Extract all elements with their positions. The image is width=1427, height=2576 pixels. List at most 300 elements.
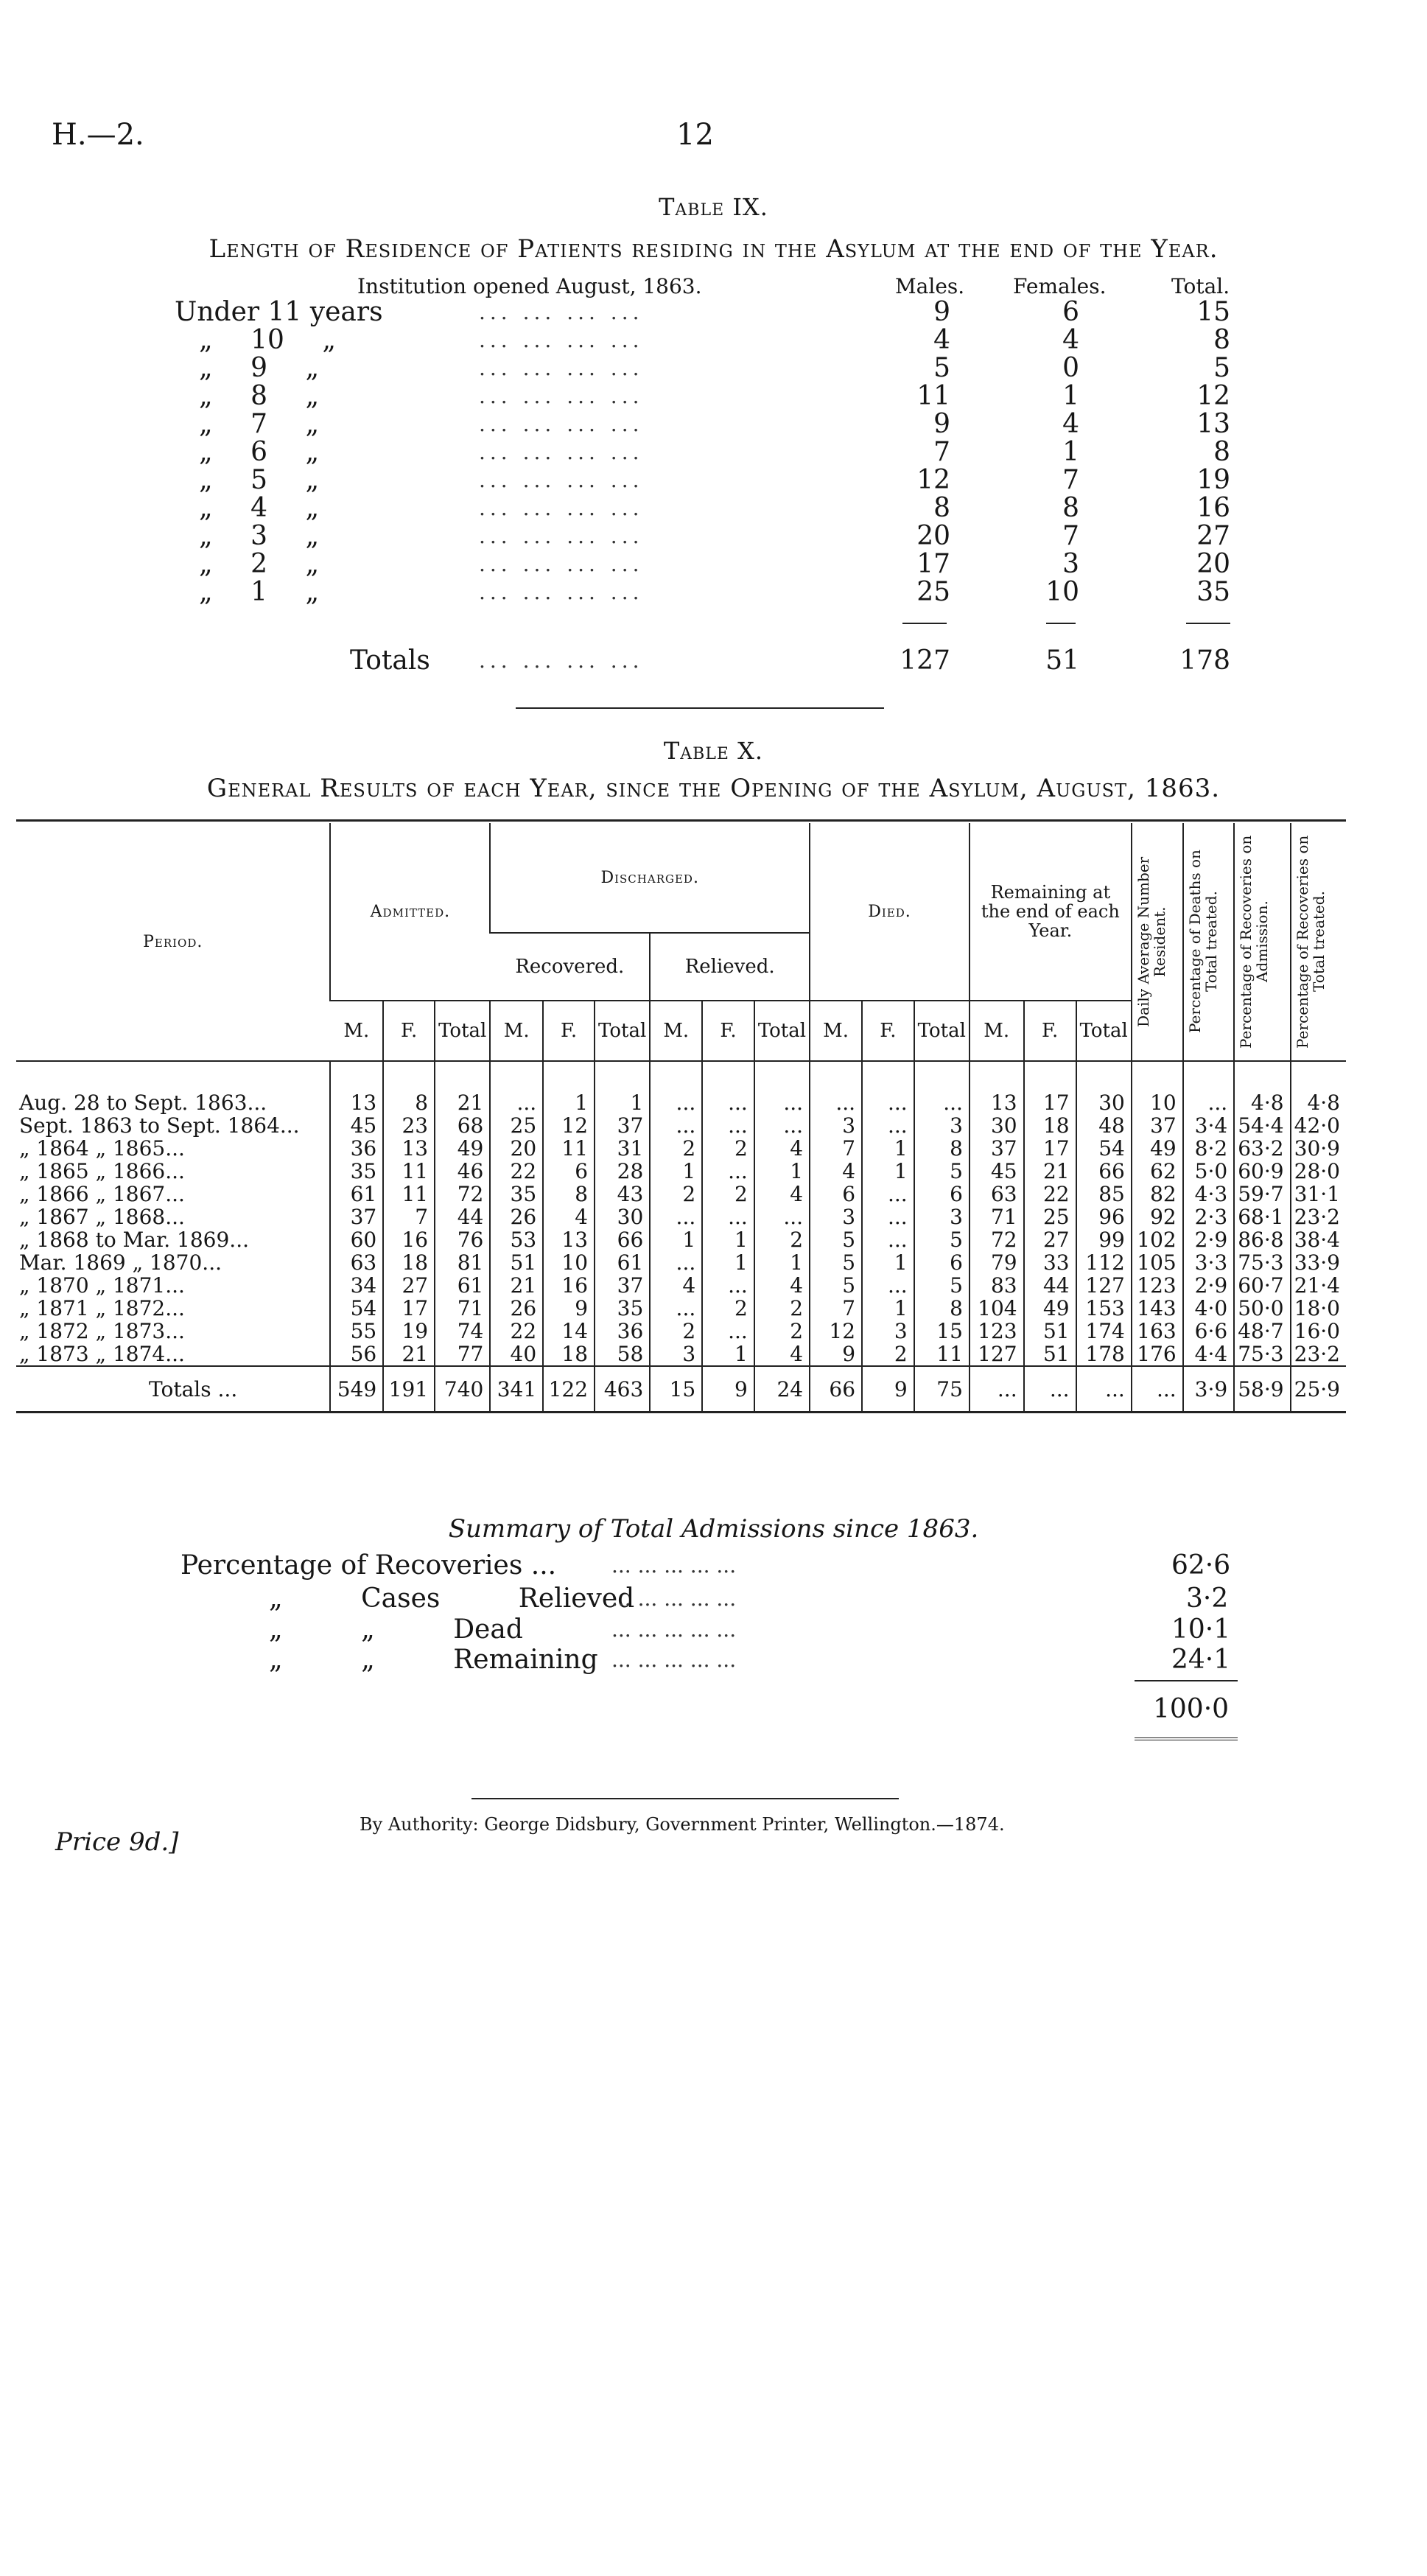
relieved-header: Relieved.: [650, 933, 810, 1001]
summary-leader: ... ... ... ... ...: [611, 1617, 737, 1642]
value-cell: 28·0: [1291, 1160, 1346, 1183]
table-row: [0, 354, 1427, 382]
rel-total-header: Total: [754, 1001, 810, 1061]
value-cell: ...: [650, 1205, 702, 1228]
value-cell: 37: [330, 1205, 383, 1228]
remaining-header: Remaining at the end of each Year.: [970, 823, 1132, 1001]
table-row: [16, 1251, 1346, 1274]
value-cell: 2: [754, 1297, 810, 1320]
value-cell: ...: [702, 1114, 754, 1137]
table-row: [0, 522, 1427, 550]
section-divider: [516, 707, 884, 709]
value-cell: ...: [1024, 1366, 1076, 1413]
value-cell: 63: [970, 1183, 1024, 1205]
value-cell: 30: [595, 1205, 650, 1228]
pct-recoveries-total-header: [1291, 823, 1346, 1061]
value-cell: 31·1: [1291, 1183, 1346, 1205]
table-row: [0, 494, 1427, 522]
table-row: [16, 1091, 1346, 1114]
value-cell: 30·9: [1291, 1137, 1346, 1160]
value-cell: 13: [383, 1137, 435, 1160]
sum-rule: [902, 623, 947, 624]
value-cell: 1: [650, 1160, 702, 1183]
value-cell: ...: [862, 1205, 914, 1228]
table-row: [16, 1114, 1346, 1137]
total-value: 13: [1196, 409, 1230, 439]
value-cell: 4·8: [1234, 1091, 1290, 1114]
daily-average-label: Daily Average Number Resident.: [1134, 856, 1168, 1027]
value-cell: 25·9: [1291, 1366, 1346, 1413]
value-cell: 35: [490, 1183, 543, 1205]
total-value: 16: [1196, 493, 1230, 523]
females-total: 51: [1045, 645, 1079, 676]
table-x-body: [16, 1061, 1346, 1413]
table-ix-title: Table IX.: [659, 193, 768, 221]
period-cell: „ 1867 „ 1868...: [19, 1205, 185, 1229]
value-cell: 6: [543, 1160, 595, 1183]
period-cell: Sept. 1863 to Sept. 1864...: [19, 1113, 300, 1138]
value-cell: 44: [1024, 1274, 1076, 1297]
period-cell: „ 1866 „ 1867...: [19, 1182, 185, 1206]
value-cell: 1: [650, 1228, 702, 1251]
totals-row: [0, 647, 1427, 675]
females-value: 1: [1062, 437, 1079, 467]
males-value: 5: [933, 353, 950, 383]
died-f-header: F.: [862, 1001, 914, 1061]
value-cell: 8: [914, 1137, 970, 1160]
value-cell: ...: [970, 1366, 1024, 1413]
value-cell: ...: [754, 1091, 810, 1114]
value-cell: 3: [650, 1343, 702, 1366]
value-cell: 2: [650, 1183, 702, 1205]
summary-row: [0, 1551, 1427, 1581]
value-cell: 105: [1132, 1251, 1183, 1274]
value-cell: 38·4: [1291, 1228, 1346, 1251]
pct-recoveries-admission-label: Percentage of Recoveries on Admission.: [1237, 835, 1272, 1049]
value-cell: 30: [970, 1114, 1024, 1137]
rem-total-header: Total: [1076, 1001, 1132, 1061]
value-cell: ...: [650, 1251, 702, 1274]
value-cell: 44: [435, 1205, 490, 1228]
value-cell: 25: [1024, 1205, 1076, 1228]
value-cell: 8: [914, 1297, 970, 1320]
row-leader: ... ... ... ...: [479, 552, 644, 576]
summary-label: „ „ Remaining: [269, 1645, 598, 1675]
value-cell: ...: [754, 1114, 810, 1137]
value-cell: 2: [754, 1320, 810, 1343]
summary-leader: ... ... ... ... ...: [611, 1586, 737, 1611]
period-cell: „ 1868 to Mar. 1869...: [19, 1228, 250, 1252]
pct-recoveries-total-label: Percentage of Recoveries on Total treated.: [1293, 835, 1328, 1049]
value-cell: 4·8: [1291, 1091, 1346, 1114]
rem-m-header: M.: [970, 1001, 1024, 1061]
value-cell: 1: [702, 1343, 754, 1366]
table-ix-note: Institution opened August, 1863.: [357, 274, 702, 298]
row-label: Under 11 years: [175, 297, 383, 327]
value-cell: 79: [970, 1251, 1024, 1274]
summary-title: Summary of Total Admissions since 1863.: [448, 1514, 979, 1544]
value-cell: 9: [702, 1366, 754, 1413]
table-row: [0, 382, 1427, 410]
value-cell: 9: [543, 1297, 595, 1320]
value-cell: 82: [1132, 1183, 1183, 1205]
males-value: 17: [916, 549, 950, 579]
value-cell: 76: [435, 1228, 490, 1251]
summary-label: „ Cases Relieved: [269, 1583, 635, 1614]
value-cell: 86·8: [1234, 1228, 1290, 1251]
value-cell: 15: [650, 1366, 702, 1413]
value-cell: 2: [702, 1183, 754, 1205]
sum-rule: [1186, 623, 1230, 624]
value-cell: 3·9: [1183, 1366, 1234, 1413]
females-value: 4: [1062, 409, 1079, 439]
value-cell: 60·9: [1234, 1160, 1290, 1183]
value-cell: 13: [330, 1091, 383, 1114]
value-cell: 549: [330, 1366, 383, 1413]
summary-leader: ... ... ... ... ...: [611, 1553, 737, 1578]
females-value: 6: [1062, 297, 1079, 327]
row-label: „ 6 „: [199, 437, 320, 467]
value-cell: 43: [595, 1183, 650, 1205]
value-cell: 8: [383, 1091, 435, 1114]
row-leader: ... ... ... ...: [479, 580, 644, 604]
table-x-top-rule: [16, 819, 1346, 822]
value-cell: 6: [914, 1251, 970, 1274]
value-cell: ...: [862, 1091, 914, 1114]
value-cell: 20: [490, 1137, 543, 1160]
value-cell: 5: [810, 1251, 862, 1274]
value-cell: 8: [543, 1183, 595, 1205]
value-cell: 48·7: [1234, 1320, 1290, 1343]
value-cell: 17: [383, 1297, 435, 1320]
males-value: 7: [933, 437, 950, 467]
value-cell: 28: [595, 1160, 650, 1183]
value-cell: 13: [543, 1228, 595, 1251]
value-cell: 102: [1132, 1228, 1183, 1251]
females-value: 8: [1062, 493, 1079, 523]
value-cell: 4: [754, 1343, 810, 1366]
row-label: „ 2 „: [199, 549, 320, 579]
value-cell: 72: [970, 1228, 1024, 1251]
summary-value: 3·2: [1186, 1583, 1229, 1614]
value-cell: 5: [914, 1274, 970, 1297]
value-cell: 23: [383, 1114, 435, 1137]
value-cell: 3: [914, 1205, 970, 1228]
females-value: 3: [1062, 549, 1079, 579]
value-cell: 21·4: [1291, 1274, 1346, 1297]
summary-value: 24·1: [1171, 1645, 1231, 1675]
value-cell: 61: [330, 1183, 383, 1205]
period-cell: „ 1870 „ 1871...: [19, 1273, 185, 1298]
total-value: 12: [1196, 381, 1230, 411]
value-cell: 54: [1076, 1137, 1132, 1160]
value-cell: 7: [383, 1205, 435, 1228]
value-cell: 24: [754, 1366, 810, 1413]
summary-double-rule: [1135, 1737, 1238, 1740]
value-cell: 45: [970, 1160, 1024, 1183]
value-cell: 33: [1024, 1251, 1076, 1274]
sum-rule: [1046, 623, 1076, 624]
value-cell: 30: [1076, 1091, 1132, 1114]
value-cell: 174: [1076, 1320, 1132, 1343]
value-cell: 5: [810, 1274, 862, 1297]
table-row: [16, 1297, 1346, 1320]
females-value: 7: [1062, 521, 1079, 551]
footer-rule: [471, 1798, 899, 1799]
value-cell: 18: [383, 1251, 435, 1274]
table-row: [0, 410, 1427, 438]
value-cell: 4: [810, 1160, 862, 1183]
value-cell: 1: [862, 1297, 914, 1320]
value-cell: 71: [435, 1297, 490, 1320]
discharged-header: Discharged.: [490, 823, 810, 933]
value-cell: ...: [702, 1205, 754, 1228]
value-cell: 4: [650, 1274, 702, 1297]
value-cell: ...: [862, 1274, 914, 1297]
row-leader: ... ... ... ...: [479, 524, 644, 548]
table-row: [16, 1137, 1346, 1160]
males-total: 127: [900, 645, 950, 676]
value-cell: 18: [543, 1343, 595, 1366]
value-cell: 22: [1024, 1183, 1076, 1205]
value-cell: 112: [1076, 1251, 1132, 1274]
total-value: 20: [1196, 549, 1230, 579]
row-label: „ 7 „: [199, 409, 320, 439]
value-cell: 42·0: [1291, 1114, 1346, 1137]
row-leader: ... ... ... ...: [479, 328, 644, 352]
row-leader: ... ... ... ...: [479, 468, 644, 492]
value-cell: 3: [914, 1114, 970, 1137]
value-cell: 75·3: [1234, 1251, 1290, 1274]
value-cell: 96: [1076, 1205, 1132, 1228]
value-cell: ...: [650, 1091, 702, 1114]
value-cell: ...: [702, 1160, 754, 1183]
recovered-header: Recovered.: [490, 933, 650, 1001]
value-cell: 5: [914, 1160, 970, 1183]
total-value: 35: [1196, 577, 1230, 607]
value-cell: 16·0: [1291, 1320, 1346, 1343]
value-cell: 99: [1076, 1228, 1132, 1251]
summary-label: Percentage of Recoveries ...: [180, 1550, 557, 1581]
row-label: „ 8 „: [199, 381, 320, 411]
value-cell: 2: [650, 1137, 702, 1160]
value-cell: ...: [754, 1205, 810, 1228]
value-cell: 33·9: [1291, 1251, 1346, 1274]
value-cell: 1: [862, 1137, 914, 1160]
value-cell: 4: [543, 1205, 595, 1228]
value-cell: 60: [330, 1228, 383, 1251]
value-cell: 36: [330, 1137, 383, 1160]
value-cell: 2: [650, 1320, 702, 1343]
value-cell: 127: [970, 1343, 1024, 1366]
value-cell: 2·9: [1183, 1274, 1234, 1297]
grand-total: 178: [1179, 645, 1230, 676]
row-label: „ 1 „: [199, 577, 320, 607]
period-cell: „ 1872 „ 1873...: [19, 1319, 185, 1343]
value-cell: 37: [595, 1274, 650, 1297]
died-m-header: M.: [810, 1001, 862, 1061]
value-cell: 59·7: [1234, 1183, 1290, 1205]
died-total-header: Total: [914, 1001, 970, 1061]
value-cell: ...: [650, 1297, 702, 1320]
value-cell: 36: [595, 1320, 650, 1343]
value-cell: 122: [543, 1366, 595, 1413]
value-cell: 68·1: [1234, 1205, 1290, 1228]
value-cell: 46: [435, 1160, 490, 1183]
males-value: 8: [933, 493, 950, 523]
table-row: [0, 438, 1427, 466]
value-cell: 37: [1132, 1114, 1183, 1137]
row-leader: ... ... ... ...: [479, 356, 644, 380]
value-cell: 1: [862, 1251, 914, 1274]
value-cell: 4: [754, 1137, 810, 1160]
table-row: [16, 1160, 1346, 1183]
males-value: 4: [933, 325, 950, 355]
value-cell: 23·2: [1291, 1205, 1346, 1228]
value-cell: 123: [1132, 1274, 1183, 1297]
table-row: [0, 578, 1427, 606]
females-value: 4: [1062, 325, 1079, 355]
value-cell: 49: [435, 1137, 490, 1160]
value-cell: ...: [862, 1114, 914, 1137]
value-cell: 81: [435, 1251, 490, 1274]
value-cell: 75: [914, 1366, 970, 1413]
value-cell: 18: [1024, 1114, 1076, 1137]
value-cell: 17: [1024, 1137, 1076, 1160]
table-row: [16, 1228, 1346, 1251]
males-value: 20: [916, 521, 950, 551]
value-cell: 7: [810, 1297, 862, 1320]
value-cell: 49: [1132, 1137, 1183, 1160]
value-cell: 21: [383, 1343, 435, 1366]
value-cell: 5: [914, 1228, 970, 1251]
value-cell: 35: [330, 1160, 383, 1183]
value-cell: 4·0: [1183, 1297, 1234, 1320]
value-cell: 60·7: [1234, 1274, 1290, 1297]
table-x: [16, 823, 1346, 1413]
value-cell: ...: [862, 1228, 914, 1251]
summary-row: [0, 1584, 1427, 1614]
males-value: 11: [916, 381, 950, 411]
row-leader: ... ... ... ...: [479, 440, 644, 464]
table-ix-col-males: Males.: [895, 274, 965, 298]
value-cell: ...: [702, 1320, 754, 1343]
total-value: 27: [1196, 521, 1230, 551]
table-row: [0, 326, 1427, 354]
period-cell: „ 1865 „ 1866...: [19, 1159, 185, 1183]
value-cell: 6·6: [1183, 1320, 1234, 1343]
value-cell: 163: [1132, 1320, 1183, 1343]
value-cell: 14: [543, 1320, 595, 1343]
value-cell: ...: [650, 1114, 702, 1137]
value-cell: 1: [754, 1160, 810, 1183]
value-cell: 9: [810, 1343, 862, 1366]
value-cell: 1: [862, 1160, 914, 1183]
value-cell: 16: [383, 1228, 435, 1251]
value-cell: 4: [754, 1274, 810, 1297]
total-value: 5: [1213, 353, 1230, 383]
females-value: 7: [1062, 465, 1079, 495]
value-cell: 4: [754, 1183, 810, 1205]
value-cell: 34: [330, 1274, 383, 1297]
value-cell: 48: [1076, 1114, 1132, 1137]
summary-row: [0, 1615, 1427, 1645]
value-cell: 178: [1076, 1343, 1132, 1366]
period-cell: „ 1871 „ 1872...: [19, 1296, 185, 1320]
page-number: 12: [676, 118, 714, 152]
value-cell: ...: [490, 1091, 543, 1114]
value-cell: 83: [970, 1274, 1024, 1297]
value-cell: 23·2: [1291, 1343, 1346, 1366]
row-leader: ... ... ... ...: [479, 648, 644, 673]
value-cell: ...: [914, 1091, 970, 1114]
period-cell: Aug. 28 to Sept. 1863...: [19, 1091, 267, 1115]
value-cell: 6: [914, 1183, 970, 1205]
rec-f-header: F.: [543, 1001, 595, 1061]
value-cell: 50·0: [1234, 1297, 1290, 1320]
value-cell: 27: [1024, 1228, 1076, 1251]
value-cell: 51: [490, 1251, 543, 1274]
value-cell: 3·4: [1183, 1114, 1234, 1137]
value-cell: 75·3: [1234, 1343, 1290, 1366]
value-cell: 63: [330, 1251, 383, 1274]
period-cell: Totals ...: [16, 1366, 330, 1413]
table-row: [16, 1320, 1346, 1343]
summary-row: [0, 1645, 1427, 1675]
table-row: [16, 1274, 1346, 1297]
value-cell: 54: [330, 1297, 383, 1320]
value-cell: ...: [810, 1091, 862, 1114]
value-cell: 40: [490, 1343, 543, 1366]
value-cell: 56: [330, 1343, 383, 1366]
row-leader: ... ... ... ...: [479, 412, 644, 436]
total-value: 15: [1196, 297, 1230, 327]
period-cell: „ 1864 „ 1865...: [19, 1136, 185, 1161]
value-cell: 21: [435, 1091, 490, 1114]
total-value: 19: [1196, 465, 1230, 495]
value-cell: 66: [1076, 1160, 1132, 1183]
pct-recoveries-admission-header: [1234, 823, 1290, 1061]
value-cell: 62: [1132, 1160, 1183, 1183]
admitted-header: Admitted.: [330, 823, 490, 1001]
value-cell: 58: [595, 1343, 650, 1366]
value-cell: 11: [914, 1343, 970, 1366]
value-cell: 77: [435, 1343, 490, 1366]
value-cell: 2: [702, 1137, 754, 1160]
value-cell: 31: [595, 1137, 650, 1160]
value-cell: 16: [543, 1274, 595, 1297]
died-header: Died.: [810, 823, 970, 1001]
value-cell: 2·9: [1183, 1228, 1234, 1251]
rec-m-header: M.: [490, 1001, 543, 1061]
value-cell: 51: [1024, 1343, 1076, 1366]
females-value: 1: [1062, 381, 1079, 411]
row-label: „ 5 „: [199, 465, 320, 495]
females-value: 0: [1062, 353, 1079, 383]
value-cell: ...: [1132, 1366, 1183, 1413]
value-cell: ...: [1076, 1366, 1132, 1413]
value-cell: 26: [490, 1297, 543, 1320]
daily-average-header: [1132, 823, 1183, 1061]
adm-m-header: M.: [330, 1001, 383, 1061]
total-value: 8: [1213, 325, 1230, 355]
value-cell: 71: [970, 1205, 1024, 1228]
rel-m-header: M.: [650, 1001, 702, 1061]
adm-total-header: Total: [435, 1001, 490, 1061]
value-cell: 63·2: [1234, 1137, 1290, 1160]
row-leader: ... ... ... ...: [479, 384, 644, 408]
row-label: „ 4 „: [199, 493, 320, 523]
